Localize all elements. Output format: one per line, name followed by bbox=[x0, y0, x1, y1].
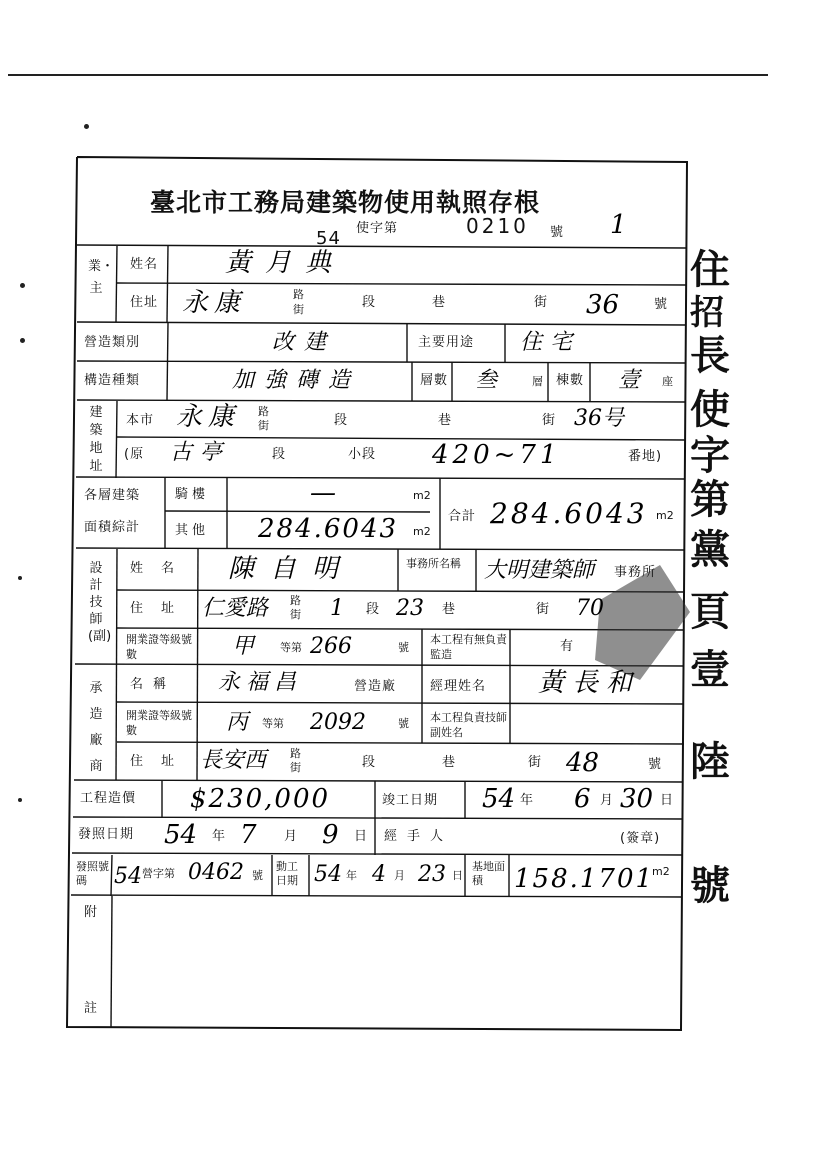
total-label: 合計 bbox=[448, 509, 477, 524]
side-char-9: 壹 bbox=[690, 646, 730, 693]
permit-value: 54 bbox=[114, 864, 142, 889]
total-value: 284.6043 bbox=[490, 497, 648, 530]
structure-value: 加強磚造 bbox=[232, 368, 361, 393]
side-char-6: 第 bbox=[690, 476, 730, 523]
contractor-license-hao: 號 bbox=[398, 717, 409, 730]
contractor-jie-label: 街 bbox=[528, 755, 543, 770]
form-title: 臺北市工務局建築物使用執照存根 bbox=[150, 188, 541, 217]
base-label: 基地面積 bbox=[472, 860, 505, 887]
notes-label-top: 附 bbox=[84, 905, 99, 920]
site-lot-label: 番地) bbox=[628, 449, 663, 464]
side-char-2: 招 bbox=[690, 293, 724, 333]
supervise-value: 有 bbox=[560, 639, 575, 654]
complete-ri: 日 bbox=[660, 793, 675, 808]
other-unit: m2 bbox=[413, 525, 431, 538]
contractor-duan-label: 段 bbox=[362, 755, 377, 770]
side-char-10: 陸 bbox=[690, 738, 730, 785]
contractor-name-suffix: 營造廠 bbox=[354, 679, 397, 694]
area-label-line1: 各層建築 bbox=[84, 488, 141, 503]
purpose-label: 主要用途 bbox=[418, 335, 475, 350]
contractor-xiang-label: 巷 bbox=[442, 755, 457, 770]
issue-nian: 年 bbox=[212, 829, 227, 844]
permit-suffix: 號 bbox=[550, 225, 565, 240]
owner-street-label: 街 bbox=[293, 303, 304, 316]
permit-prefix: 使字第 bbox=[356, 221, 399, 236]
owner-name-label: 姓名 bbox=[130, 257, 159, 272]
owner-xiang-label: 巷 bbox=[432, 295, 447, 310]
architect-duan-label: 段 bbox=[366, 602, 381, 617]
cost-value: $230,000 bbox=[190, 784, 331, 814]
owner-duan-label: 段 bbox=[362, 295, 377, 310]
total-unit: m2 bbox=[656, 509, 674, 522]
complete-label: 竣工日期 bbox=[382, 793, 439, 808]
category-label: 營造類別 bbox=[84, 335, 141, 350]
architect-license-grade: 甲 bbox=[232, 634, 255, 659]
floors-value: 叁 bbox=[475, 368, 498, 393]
office-value: 大明建築師 bbox=[484, 558, 595, 583]
architect-name-label: 姓名 bbox=[130, 561, 193, 576]
structure-label: 構造種類 bbox=[84, 373, 141, 388]
site-duan-label: 段 bbox=[334, 413, 349, 428]
architect-jie-label: 街 bbox=[536, 602, 551, 617]
start-nian: 年 bbox=[346, 869, 357, 882]
buildings-label: 棟數 bbox=[556, 373, 585, 388]
site-number-value: 36号 bbox=[574, 406, 624, 431]
buildings-unit: 座 bbox=[662, 375, 673, 388]
architect-street-label: 街 bbox=[290, 608, 301, 621]
contractor-name-label: 名稱 bbox=[130, 677, 177, 692]
start-yue: 月 bbox=[394, 869, 405, 882]
architect-name-value: 陳自明 bbox=[228, 554, 355, 584]
permit-hao: 號 bbox=[252, 869, 263, 882]
area-label-line2: 面積綜計 bbox=[84, 520, 141, 535]
owner-name-value: 黃月典 bbox=[225, 248, 346, 278]
architect-license-mid: 等第 bbox=[280, 641, 302, 654]
site-side-label: 建築地址 bbox=[89, 405, 103, 474]
side-char-5: 字 bbox=[690, 432, 730, 479]
issue-year: 54 bbox=[164, 820, 198, 850]
site-xiaoduan-label: 小段 bbox=[348, 447, 377, 462]
complete-yue: 月 bbox=[600, 793, 615, 808]
permit-year: 54 bbox=[316, 228, 341, 249]
architect-address-label: 住址 bbox=[130, 601, 193, 616]
issue-label: 發照日期 bbox=[78, 827, 135, 842]
issue-day: 9 bbox=[322, 820, 339, 850]
arcade-value: — bbox=[310, 478, 336, 508]
tech-label: 本工程負責技師副姓名 bbox=[430, 711, 507, 739]
site-orig-label: (原 bbox=[124, 447, 145, 462]
issue-ri: 日 bbox=[354, 829, 369, 844]
buildings-value: 壹 bbox=[618, 368, 641, 393]
contractor-name-value: 永福昌 bbox=[218, 670, 303, 695]
purpose-value: 住宅 bbox=[520, 330, 581, 355]
floors-unit: 層 bbox=[532, 375, 543, 388]
architect-license-label: 開業證等級號數 bbox=[126, 633, 192, 661]
complete-nian: 年 bbox=[520, 793, 535, 808]
other-value: 284.6043 bbox=[258, 514, 399, 544]
site-street-value: 永康 bbox=[176, 402, 241, 432]
contractor-address-label: 住址 bbox=[130, 754, 193, 769]
architect-xiang-value: 23 bbox=[396, 596, 424, 621]
permit-extra-mark: 1 bbox=[610, 210, 627, 240]
permit-number: 0210 bbox=[466, 214, 529, 238]
handler-label: 經手人 bbox=[384, 829, 454, 844]
site-street-label: 街 bbox=[258, 419, 269, 432]
contractor-hao-label: 號 bbox=[648, 757, 663, 772]
supervise-label: 本工程有無負責監造 bbox=[430, 633, 507, 661]
start-label: 動工日期 bbox=[276, 860, 298, 887]
architect-license-no: 266 bbox=[310, 634, 352, 659]
floors-label: 層數 bbox=[420, 373, 449, 388]
category-value: 改建 bbox=[272, 330, 337, 355]
side-char-3: 長 bbox=[690, 332, 730, 379]
complete-month: 6 bbox=[574, 784, 591, 814]
complete-day: 30 bbox=[620, 784, 654, 814]
other-label: 其他 bbox=[175, 523, 210, 538]
manager-value: 黃長和 bbox=[538, 668, 641, 698]
side-char-8: 頁 bbox=[690, 588, 730, 635]
side-char-7: 黨 bbox=[690, 526, 730, 573]
contractor-street-label: 街 bbox=[290, 761, 301, 774]
permit-number: 0462 bbox=[188, 860, 244, 885]
permit-prefix-label: 營字第 bbox=[142, 867, 175, 880]
side-char-4: 使 bbox=[690, 386, 730, 433]
contractor-license-label: 開業證等級號數 bbox=[126, 709, 192, 737]
owner-address-label: 住址 bbox=[130, 295, 159, 310]
site-road-label: 路 bbox=[258, 405, 269, 418]
start-day: 23 bbox=[418, 862, 446, 887]
notes-label-bottom: 註 bbox=[84, 1001, 99, 1016]
arcade-unit: m2 bbox=[413, 489, 431, 502]
issue-yue: 月 bbox=[284, 829, 299, 844]
owner-jie-label: 街 bbox=[534, 295, 549, 310]
start-month: 4 bbox=[372, 862, 386, 887]
cost-label: 工程造價 bbox=[80, 791, 137, 806]
architect-road-label: 路 bbox=[290, 594, 301, 607]
complete-year: 54 bbox=[482, 784, 516, 814]
architect-number-value: 70 bbox=[576, 596, 604, 621]
architect-address-value: 仁愛路 bbox=[202, 596, 269, 621]
side-char-1: 住 bbox=[690, 246, 730, 293]
sign-label: (簽章) bbox=[620, 831, 661, 846]
base-value: 158.1701 bbox=[514, 864, 655, 894]
contractor-road-label: 路 bbox=[290, 747, 301, 760]
site-orig-duan-label: 段 bbox=[272, 447, 287, 462]
owner-hao-label: 號 bbox=[654, 297, 669, 312]
contractor-license-no: 2092 bbox=[310, 710, 366, 735]
contractor-license-grade: 丙 bbox=[226, 710, 249, 735]
site-xiang-label: 巷 bbox=[438, 413, 453, 428]
contractor-license-mid: 等第 bbox=[262, 717, 284, 730]
base-unit: m2 bbox=[652, 865, 670, 878]
contractor-number-value: 48 bbox=[566, 748, 600, 778]
issue-month: 7 bbox=[240, 820, 257, 850]
owner-number-value: 36 bbox=[586, 290, 620, 320]
site-jie-label: 街 bbox=[542, 413, 557, 428]
architect-xiang-label: 巷 bbox=[442, 602, 457, 617]
site-lot-value: 420~71 bbox=[432, 440, 561, 470]
owner-address-value: 永康 bbox=[182, 288, 247, 318]
contractor-address-value: 長安西 bbox=[200, 748, 267, 773]
start-ri: 日 bbox=[452, 869, 463, 882]
office-suffix: 事務所 bbox=[614, 565, 657, 580]
start-year: 54 bbox=[314, 862, 342, 887]
site-orig-value: 古亭 bbox=[170, 440, 231, 465]
architect-side-label: 設計技師(副) bbox=[88, 561, 112, 644]
manager-label: 經理姓名 bbox=[430, 679, 487, 694]
permit-label: 發照號碼 bbox=[76, 860, 109, 887]
arcade-label: 騎樓 bbox=[175, 487, 210, 502]
architect-license-hao: 號 bbox=[398, 641, 409, 654]
architect-duan-value: 1 bbox=[330, 596, 344, 621]
office-label: 事務所名稱 bbox=[406, 557, 461, 570]
owner-road-label: 路 bbox=[293, 288, 304, 301]
side-char-11: 號 bbox=[690, 862, 730, 909]
notes-area bbox=[113, 897, 679, 1027]
owner-side-label: 業・主 bbox=[88, 259, 115, 296]
site-city-label: 本市 bbox=[126, 413, 155, 428]
contractor-side-label: 承造廠商 bbox=[89, 681, 103, 774]
